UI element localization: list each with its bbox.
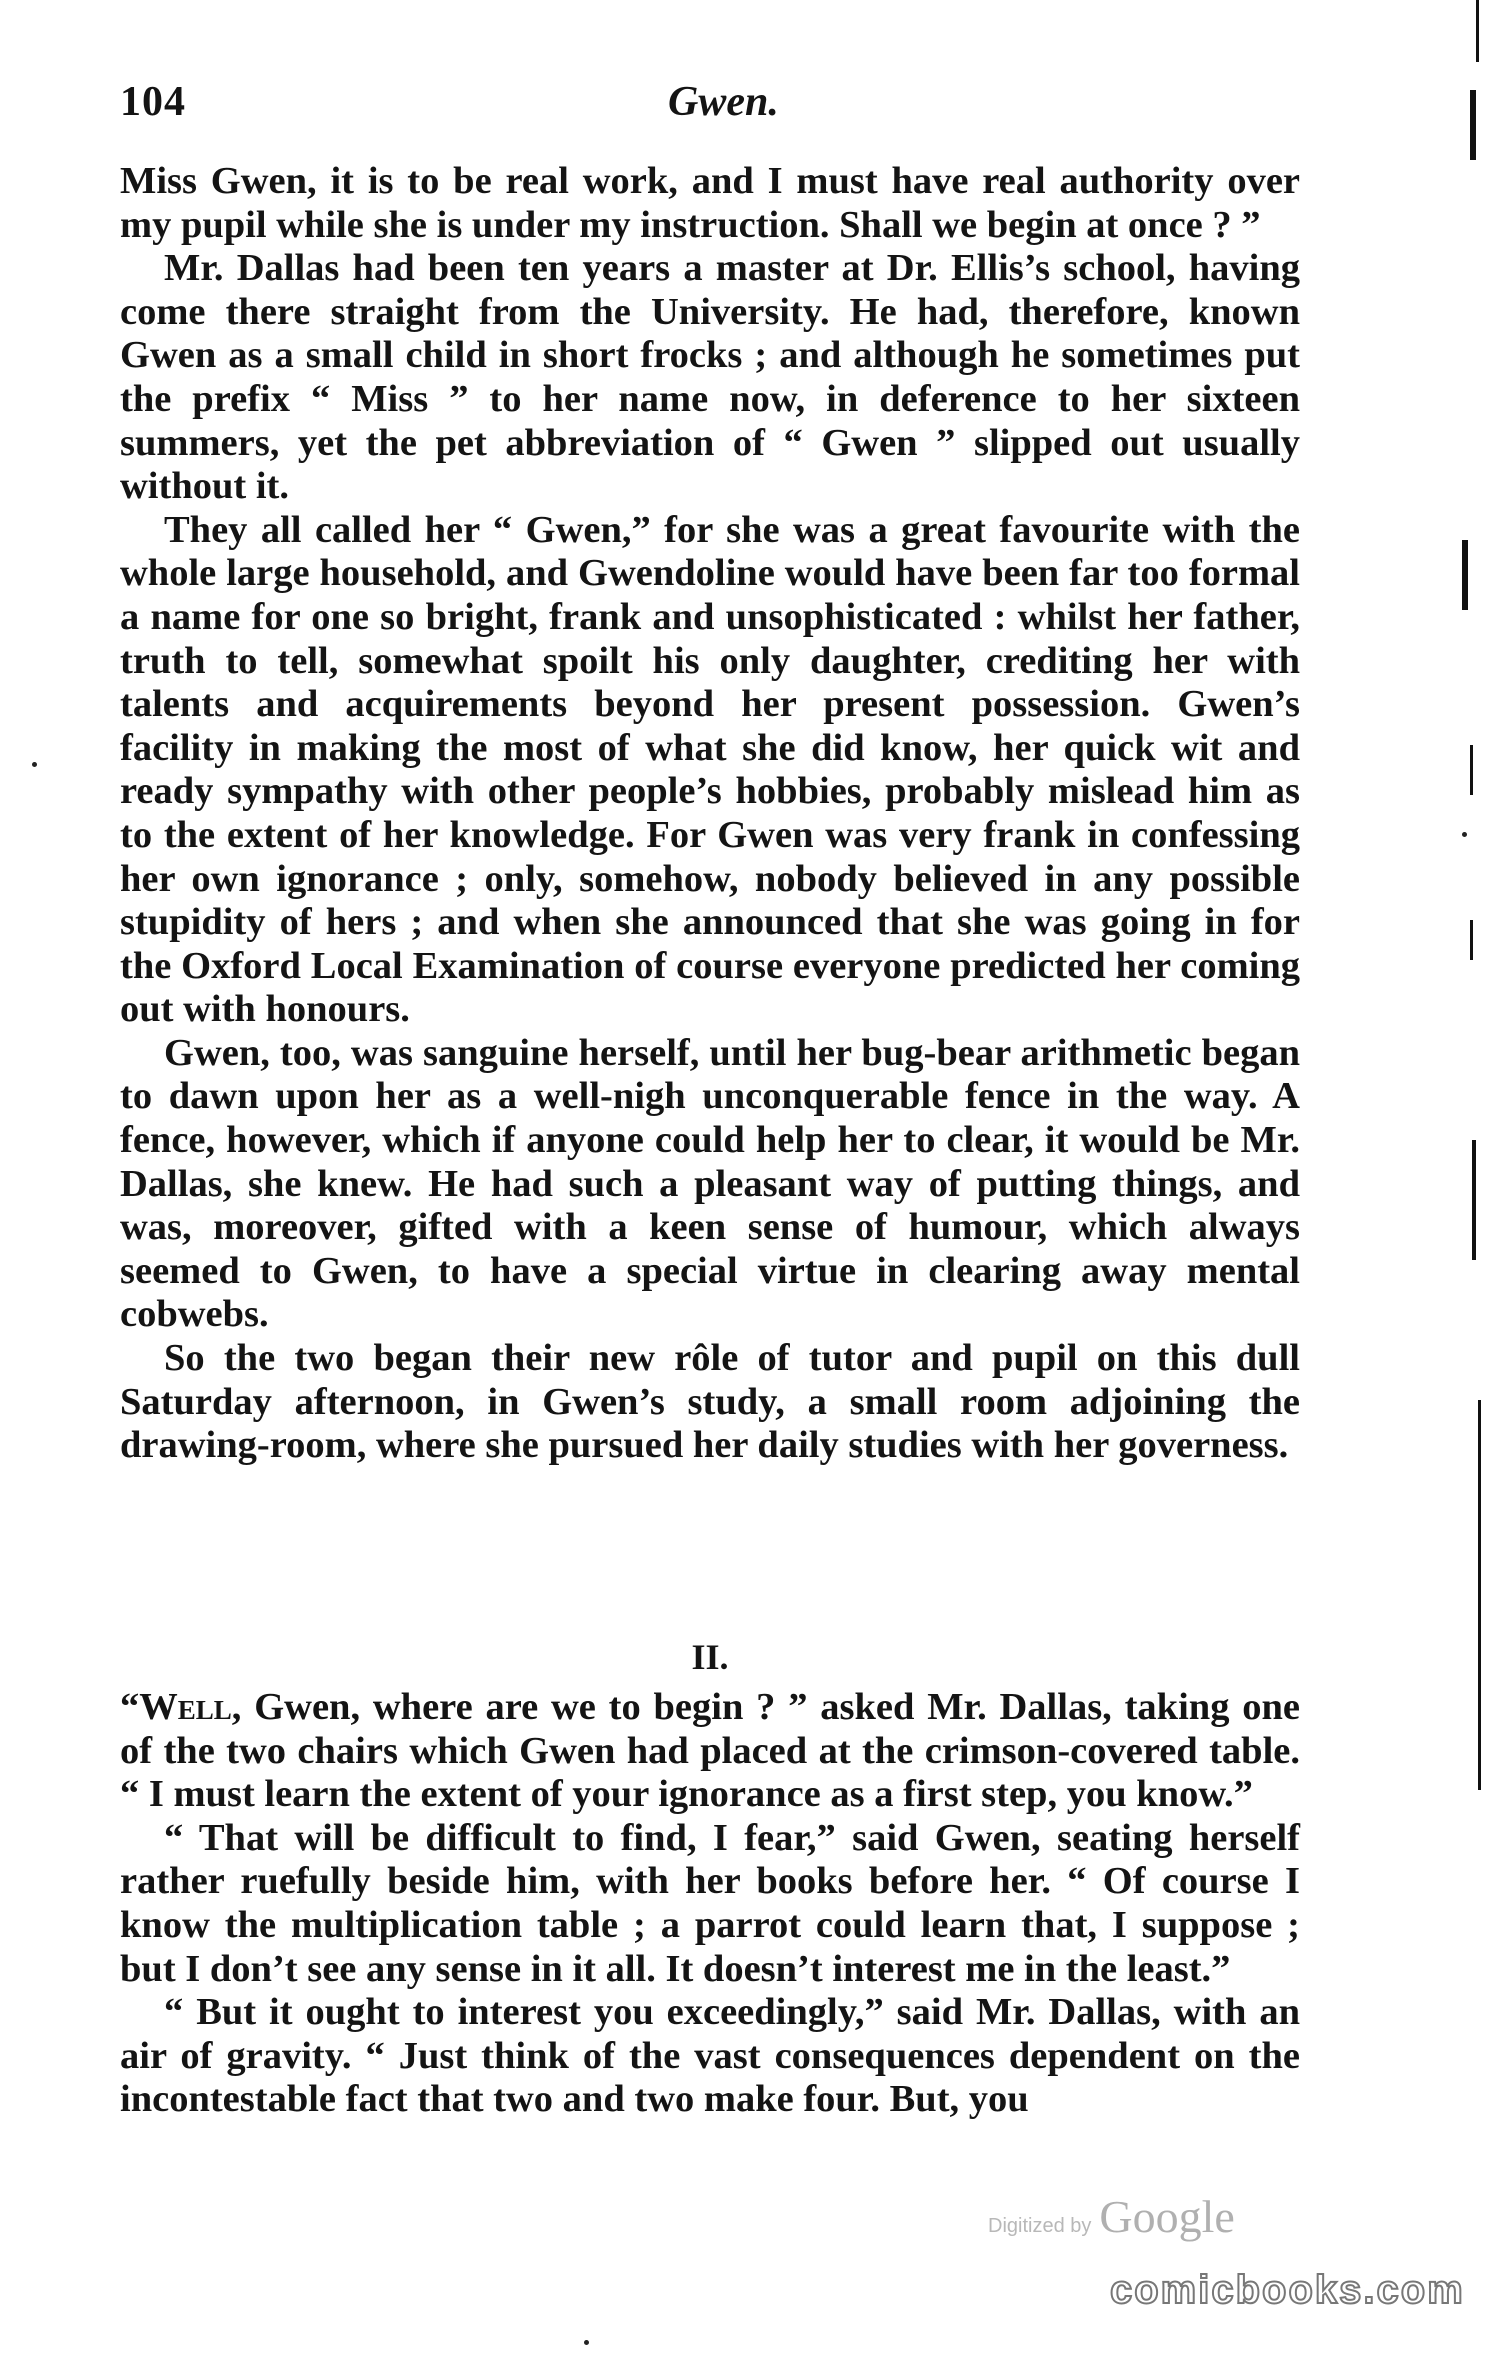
paragraph: “ But it ought to interest you exceedingly,” said Mr. Dallas, with an air of gravity. “ Just think of the vast consequences dependent on the incontestable fact that two and two make four. But, you [120, 1991, 1300, 2121]
page-number: 104 [120, 79, 186, 125]
site-watermark: comicbooks.com [1110, 2268, 1465, 2312]
chapter-body [120, 160, 1300, 1468]
paragraph: Gwen, too, was sanguine herself, until her bug-bear arithmetic began to dawn upon her as a well-nigh unconquerable fence in the way. A fence, however, which if anyone could help her to clear, it would be Mr. Dallas, she knew. He had such a pleasant way of putting things, and was, moreover, gifted with a keen sense of humour, which always seemed to Gwen, to have a special virtue in clearing away mental cobwebs. [120, 1031, 1300, 1336]
scan-edge-mark [1470, 745, 1473, 795]
google-logo: Google [1099, 2191, 1235, 2242]
section-heading: II. [691, 1637, 729, 1677]
section-body [120, 1686, 1300, 2122]
scan-dot [1462, 832, 1467, 837]
paragraph: They all called her “ Gwen,” for she was a great favourite with the whole large household, and Gwendoline would have been far too formal a name for one so bright, frank and unsophisticated : whilst her father, truth to tell, somewhat spoilt his only daughter, crediting her with talents and acquirements beyond her present possession. Gwen’s facility in making the most of what she did know, her quick wit and ready sympathy with other people’s hobbies, probably mislead him as to the extent of her knowledge. For Gwen was very frank in confessing her own ignorance ; only, somehow, nobody believed in any possible stupidity of hers ; and when she announced that she was going in for the Oxford Local Examination of course everyone predicted her coming out with honours. [120, 508, 1300, 1031]
section-first-word: “Well, [120, 1686, 242, 1728]
paragraph-text: Gwen, where are we to begin ? ” asked Mr. Dallas, taking one of the two chairs which Gwen had placed at the crimson-covered table. “ I must learn the extent of your ignorance as a first step, you know.” [120, 1686, 1300, 1816]
paragraph: So the two began their new rôle of tutor and pupil on this dull Saturday afternoon, in Gwen’s study, a small room adjoining the drawing-room, where she pursued her daily studies with her governess. [120, 1337, 1300, 1467]
running-title: Gwen. [668, 79, 779, 125]
scan-edge-mark [1478, 1400, 1481, 1790]
scan-edge-mark [1470, 920, 1473, 960]
paragraph: Mr. Dallas had been ten years a master at Dr. Ellis’s school, having come there straight from the University. He had, therefore, known Gwen as a small child in short frocks ; and although he sometimes put the prefix “ Miss ” to her name now, in deference to her sixteen summers, yet the pet abbreviation of “ Gwen ” slipped out usually without it. [120, 247, 1300, 508]
digitized-prefix: Digitized by [988, 2215, 1092, 2237]
paragraph: Miss Gwen, it is to be real work, and I must have real authority over my pupil while she is under my instruction. Shall we begin at once ? ” [120, 160, 1300, 246]
digitized-by-notice [988, 2190, 1235, 2243]
scan-edge-mark [1462, 540, 1468, 610]
page-header [120, 78, 1300, 138]
scan-dot [584, 2340, 589, 2345]
scan-dot [32, 762, 37, 767]
paragraph [120, 1686, 1300, 1817]
scan-edge-mark [1476, 0, 1479, 62]
paragraph: “ That will be difficult to find, I fear,” said Gwen, seating herself rather ruefully beside him, with her books before her. “ Of course I know the multiplication table ; a parrot could learn that, I suppose ; but I don’t see any sense in it all. It doesn’t interest me in the least.” [120, 1816, 1300, 1990]
scan-edge-mark [1472, 1140, 1476, 1260]
scan-edge-mark [1470, 90, 1476, 160]
